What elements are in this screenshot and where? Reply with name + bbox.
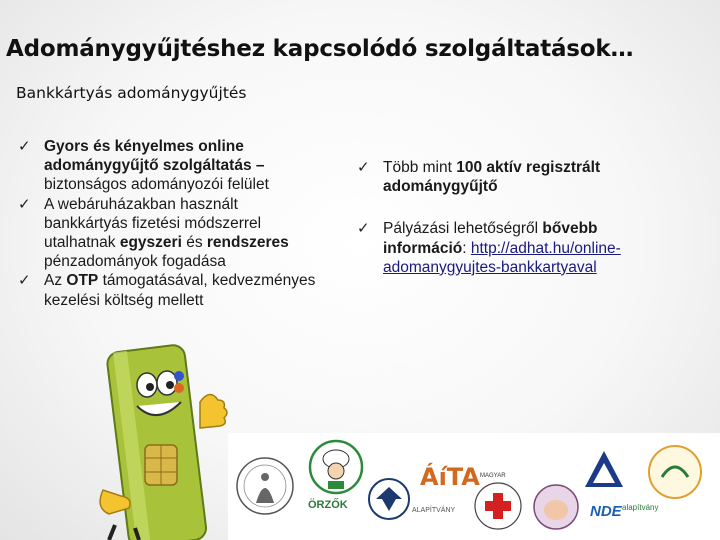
bullet-bold-text: 100 aktív regisztrált adománygyűjtő — [383, 159, 601, 196]
mascot-pupil-right — [166, 381, 174, 389]
orzok-logo-text: ÖRZŐK — [308, 499, 348, 511]
info-link[interactable]: http://adhat.hu/online-adomanygyujtes-bankkartyaval — [383, 239, 621, 276]
baby-photo-logo — [532, 483, 580, 531]
aita-figures-logo — [418, 451, 480, 497]
checkmark-icon: ✓ — [18, 195, 31, 213]
svg-text:ÁíTA: ÁíTA — [420, 463, 480, 491]
slide-subtitle: Bankkártyás adománygyűjtés — [16, 84, 247, 102]
checkmark-icon: ✓ — [357, 159, 370, 176]
nde-side-text: alapítvány — [622, 503, 659, 512]
bullet-item — [18, 195, 318, 272]
checkmark-icon: ✓ — [18, 138, 31, 155]
left-bullet-list — [18, 137, 318, 310]
bank-card-mascot-illustration — [95, 340, 235, 540]
bullet-text: biztonságos adományozói felület — [44, 176, 269, 194]
checkmark-icon: ✓ — [18, 272, 31, 290]
chef-mascot-logo — [304, 437, 368, 495]
thumbs-up-hand-icon — [200, 394, 227, 428]
bullet-bold-text: Gyors és kényelmes online adománygyűjtő szolgáltatás – — [44, 138, 265, 175]
bullet-text: : — [462, 239, 471, 257]
slide-title: Adománygyűjtéshez kapcsolódó szolgáltatások… — [6, 36, 634, 62]
bullet-bold-text: rendszeres — [206, 234, 289, 252]
bullet-text: támogatásával, kedvezményes kezelési költség mellett — [44, 272, 316, 309]
bullet-item — [357, 158, 677, 196]
bullet-text: Több mint — [383, 159, 457, 176]
bullet-text: Pályázási lehetőségről — [383, 220, 543, 238]
eagle-crest-logo — [366, 469, 412, 529]
red-cross-logo — [472, 479, 524, 533]
alapitvany-text: ALAPÍTVÁNY — [412, 507, 456, 514]
badge-icon — [174, 383, 184, 393]
bullet-text: pénzadományok fogadása — [44, 253, 226, 271]
bullet-bold-text: OTP — [66, 272, 99, 290]
bullet-bold-text: bővebb információ — [383, 220, 598, 257]
cicada-foundation-logo — [644, 441, 706, 503]
bullet-item — [18, 271, 318, 309]
bullet-text: Az — [44, 272, 67, 290]
info-badge-icon — [174, 371, 184, 381]
bullet-text: A webáruházakban használt bankkártyás fizetési módszerrel utalhatnak — [44, 195, 262, 252]
right-bullet-list — [357, 158, 677, 300]
bullet-bold-text: egyszeri — [119, 234, 182, 252]
checkmark-icon: ✓ — [357, 220, 370, 238]
mascot-pupil-left — [146, 383, 154, 391]
partner-logos-panel — [228, 433, 720, 540]
bullet-text: és — [181, 234, 207, 252]
foundation-seal-logo — [234, 441, 296, 531]
triangle-foundation-logo — [582, 447, 626, 495]
bullet-item — [357, 219, 677, 277]
magyar-text: MAGYAR — [480, 473, 506, 479]
nde-logo: NDE — [590, 503, 622, 520]
bullet-item — [18, 137, 318, 195]
